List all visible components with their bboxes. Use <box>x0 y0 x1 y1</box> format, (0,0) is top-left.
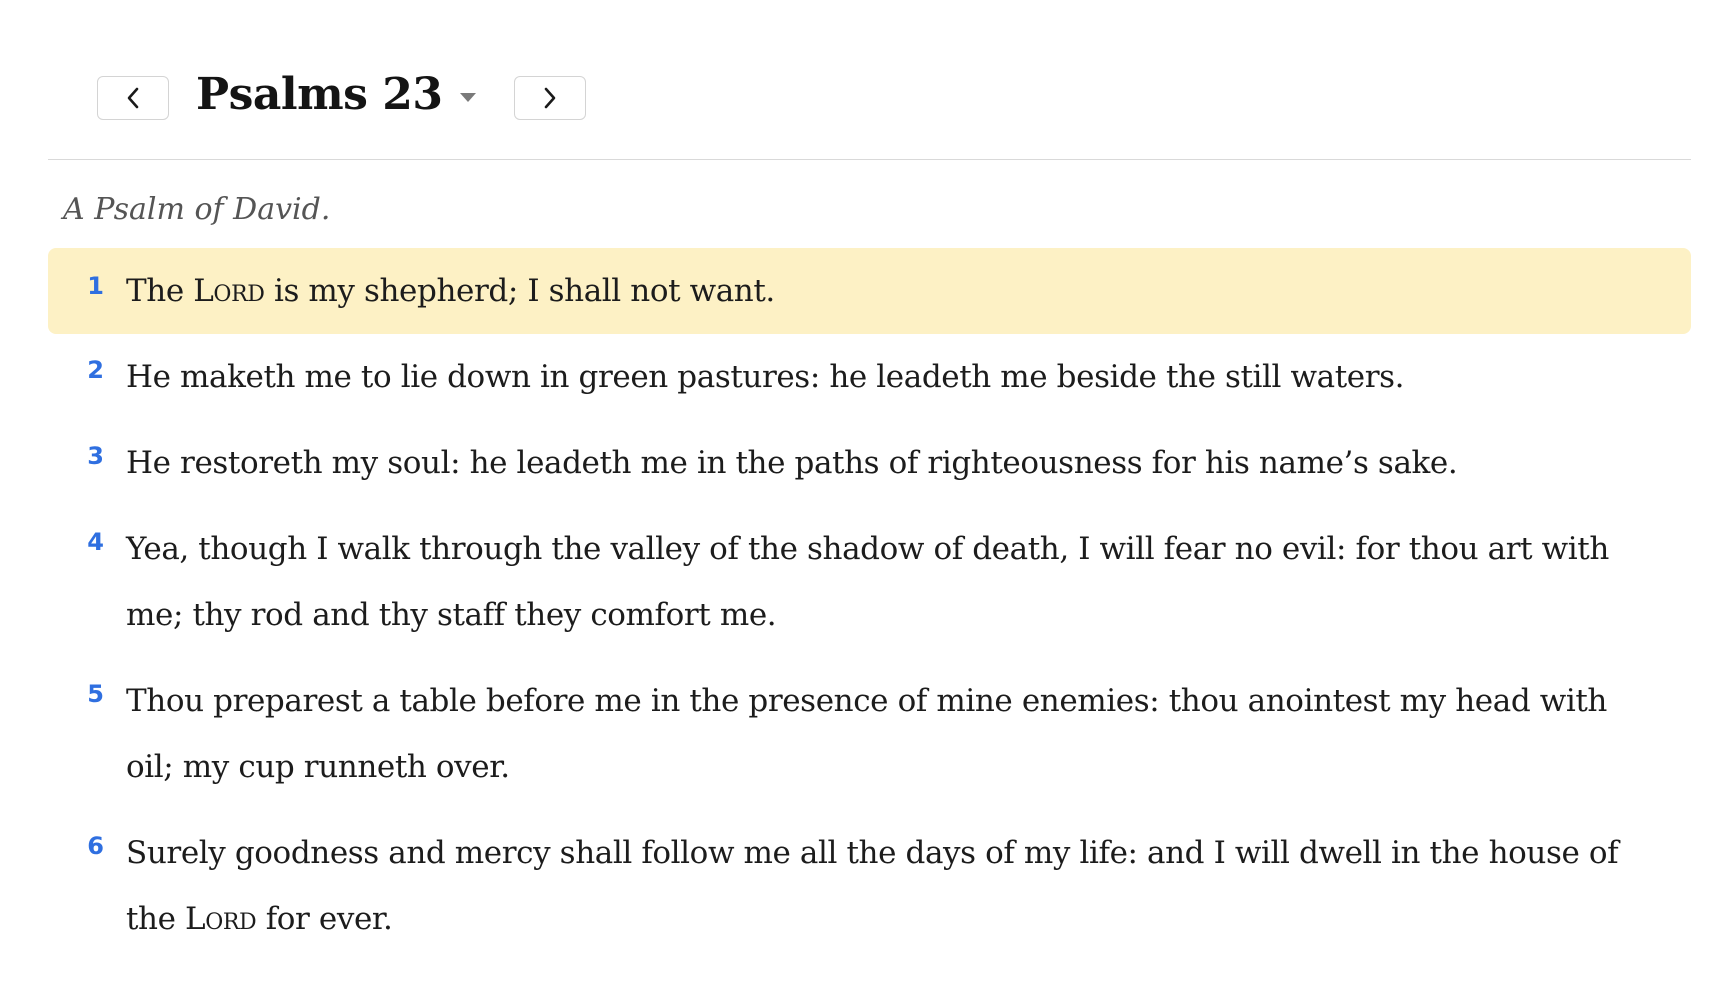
chapter-selector[interactable] <box>196 64 476 124</box>
verse-3[interactable] <box>48 430 1691 496</box>
chapter-header <box>0 0 1728 160</box>
verse-text: He maketh me to lie down in green pastures: he leadeth me beside the still waters. <box>126 359 1405 395</box>
next-chapter-button[interactable] <box>514 76 586 120</box>
verse-1[interactable] <box>48 248 1691 334</box>
verse-number: 6 <box>87 832 104 860</box>
chevron-left-icon <box>126 87 140 109</box>
divine-name: Lord <box>185 901 257 937</box>
verse-number: 3 <box>87 442 104 470</box>
verse-number: 1 <box>87 272 104 300</box>
divine-name: Lord <box>193 273 265 309</box>
psalm-superscription: A Psalm of David. <box>63 192 331 227</box>
chevron-right-icon <box>543 87 557 109</box>
verse-text: He restoreth my soul: he leadeth me in the paths of righteousness for his name’s sake. <box>126 445 1458 481</box>
verse-text: The Lord is my shepherd; I shall not want. <box>126 273 775 309</box>
verse-5[interactable] <box>48 668 1691 800</box>
header-divider <box>48 159 1691 160</box>
verse-4[interactable] <box>48 516 1691 648</box>
verse-number: 2 <box>87 356 104 384</box>
verse-text: Surely goodness and mercy shall follow me all the days of my life: and I will dwell in the house of the Lord for ever. <box>126 835 1619 937</box>
verse-text: Yea, though I walk through the valley of the shadow of death, I will fear no evil: for thou art with me; thy rod and thy staff they comfort me. <box>126 531 1609 633</box>
verse-number: 4 <box>87 528 104 556</box>
verse-6[interactable] <box>48 820 1691 952</box>
caret-down-icon <box>460 93 476 103</box>
verse-number: 5 <box>87 680 104 708</box>
verse-text: Thou preparest a table before me in the presence of mine enemies: thou anointest my head with oil; my cup runneth over. <box>126 683 1607 785</box>
chapter-title: Psalms 23 <box>196 68 443 120</box>
previous-chapter-button[interactable] <box>97 76 169 120</box>
verse-2[interactable] <box>48 344 1691 410</box>
verse-list <box>48 248 1691 952</box>
